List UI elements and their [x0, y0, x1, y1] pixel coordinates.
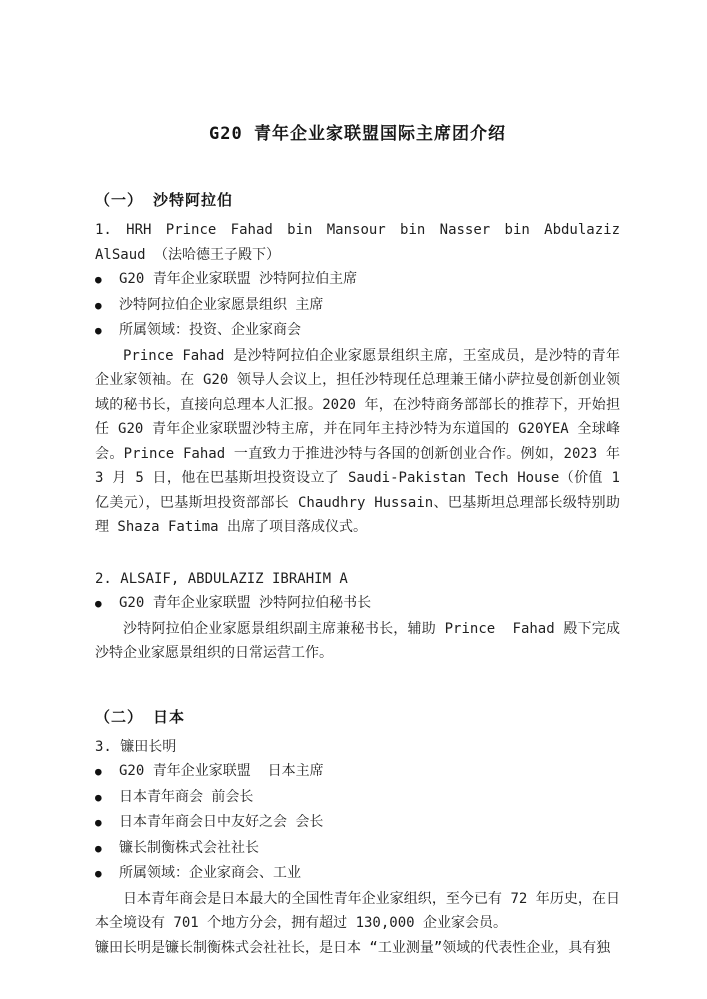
- entry-paragraph: 镰田长明是镰长制衡株式会社社长，是日本 “工业测量”领域的代表性企业，具有独: [95, 939, 611, 956]
- bullet-icon: ●: [95, 841, 102, 855]
- list-item: [95, 293, 620, 319]
- entry-name: 1. HRH Prince Fahad bin Mansour bin Nasser bin Abdulaziz AlSaud （法哈德王子殿下）: [95, 222, 629, 263]
- list-item: [95, 591, 620, 617]
- bullet-icon: ●: [95, 790, 102, 804]
- bullet-icon: ●: [95, 298, 102, 312]
- bullet-icon: ●: [95, 273, 102, 286]
- entry-prince-fahad: [95, 218, 629, 540]
- list-item: [95, 836, 620, 862]
- bullet-label: G20 青年企业家联盟 日本主席: [119, 763, 324, 779]
- entry-kamada: [95, 735, 620, 961]
- document-title: G20 青年企业家联盟国际主席团介绍: [209, 124, 506, 144]
- list-item: [95, 318, 620, 344]
- bullet-label: 日本青年商会 前会长: [119, 788, 254, 805]
- entry-paragraph: 日本青年商会是日本最大的全国性青年企业家组织，至今已有 72 年历史，在日本全境设有 701 个地方分会，拥有超过 130,000 企业家会员。: [95, 890, 620, 931]
- bullet-icon: ●: [95, 816, 102, 829]
- list-item: [95, 759, 620, 785]
- bullet-label: 所属领域：企业家商会、工业: [119, 865, 301, 881]
- bullet-label: G20 青年企业家联盟 沙特阿拉伯主席: [119, 271, 358, 287]
- entry-bullet-list: [95, 759, 620, 887]
- entry-alsaif: [95, 567, 620, 666]
- bullet-label: G20 青年企业家联盟 沙特阿拉伯秘书长: [119, 595, 372, 611]
- bullet-icon: ●: [95, 867, 102, 880]
- section-saudi-arabia: [95, 188, 629, 666]
- entry-bullet-list: [95, 591, 620, 617]
- list-item: [95, 267, 620, 293]
- bullet-icon: ●: [95, 597, 102, 610]
- entry-paragraph: Prince Fahad 是沙特阿拉伯企业家愿景组织主席，王室成员，是沙特的青年企业家领袖。在 G20 领导人会议上，担任沙特现任总理兼王储小萨拉曼创新创业领域的秘书长，直接向总理本人汇报。2020 年，在沙特商务部部长的推荐下，开始担任 G20 青年企业家联盟沙特主席，并在同年主持沙特为东道国的 G20YEA 全球峰会。Prince Fahad 一直致力于推进沙特与各国的创新创业合作。例如，2023 年 3 月 5 日，他在巴基斯坦投资设立了 Saudi-Pakistan Tech House（价值 1 亿美元），巴基斯坦投资部部长 Chaudhry Hussain、巴基斯坦总理部长级特别助理 Shaza Fatima 出席了项目落成仪式。: [95, 347, 629, 535]
- entry-name: 2. ALSAIF, ABDULAZIZ IBRAHIM A: [95, 570, 348, 587]
- bullet-label: 镰长制衡株式会社社长: [119, 839, 259, 856]
- entry-bullet-list: [95, 267, 620, 344]
- entry-name: 3. 镰田长明: [95, 738, 177, 755]
- bullet-label: 日本青年商会日中友好之会 会长: [119, 814, 324, 830]
- bullet-icon: ●: [95, 324, 102, 337]
- section-heading: （二） 日本: [95, 707, 186, 726]
- section-heading: （一） 沙特阿拉伯: [95, 191, 234, 209]
- bullet-icon: ●: [95, 765, 102, 778]
- bullet-label: 所属领域：投资、企业家商会: [119, 322, 301, 338]
- entry-paragraph: 沙特阿拉伯企业家愿景组织副主席兼秘书长，辅助 Prince Fahad 殿下完成沙特企业家愿景组织的日常运营工作。: [95, 620, 620, 661]
- list-item: [95, 785, 620, 811]
- bullet-label: 沙特阿拉伯企业家愿景组织 主席: [119, 296, 324, 313]
- list-item: [95, 861, 620, 887]
- list-item: [95, 810, 620, 836]
- section-japan: [95, 705, 620, 961]
